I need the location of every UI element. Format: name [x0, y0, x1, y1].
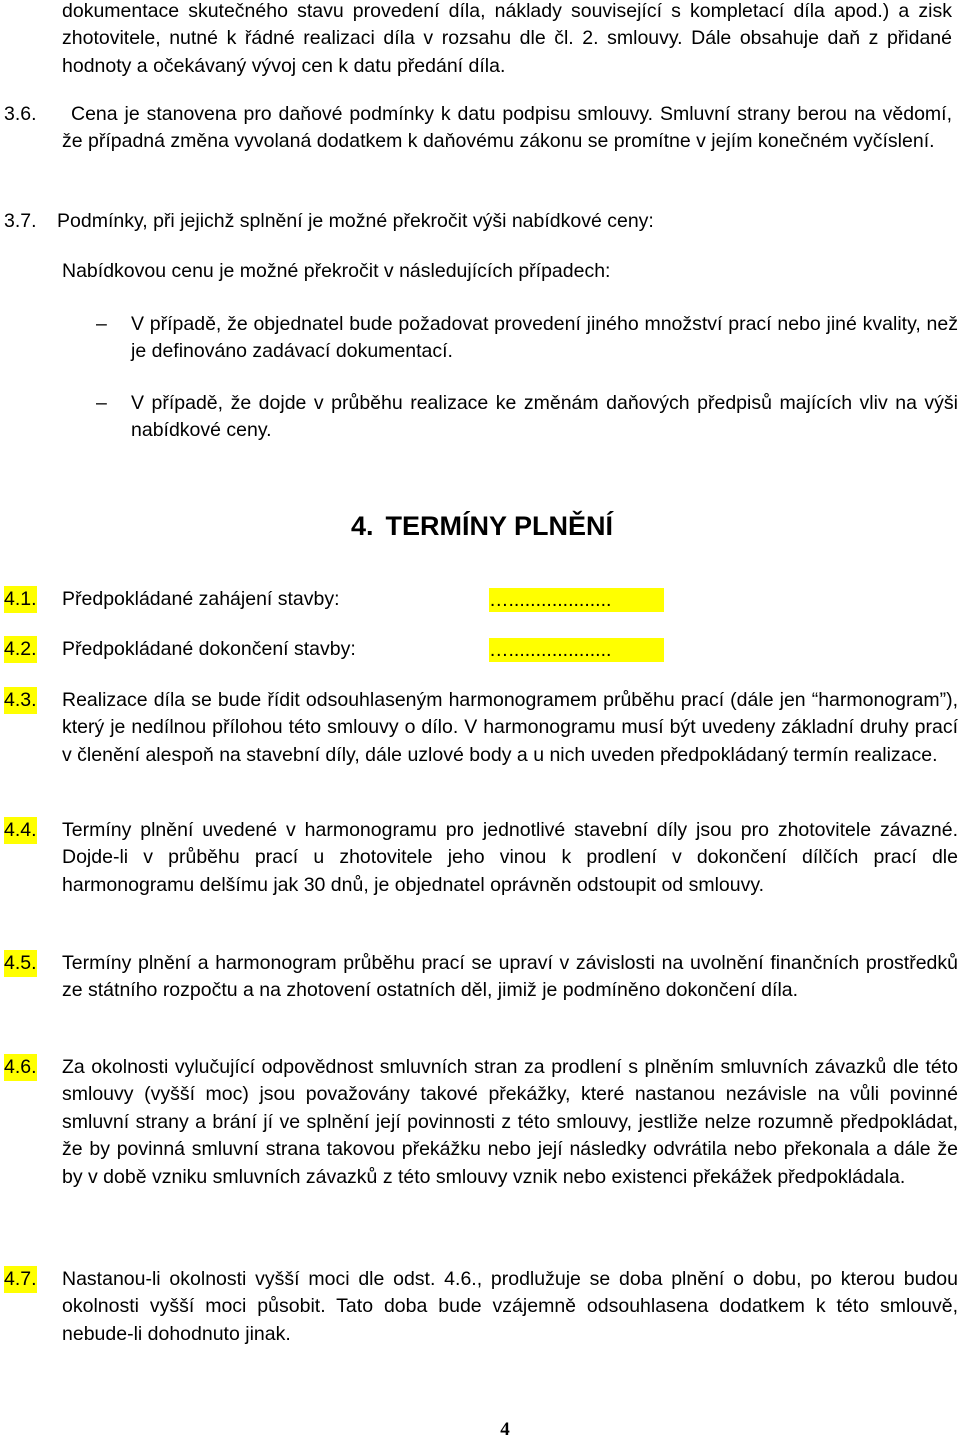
section-number-4-7: 4.7. — [4, 1266, 37, 1293]
list-item-2: V případě, že dojde v průběhu realizace ke změnám daňových předpisů majících vliv na výši nabídkové ceny. — [131, 392, 958, 442]
section-number-4-4: 4.4. — [4, 817, 37, 844]
section-number-4-5: 4.5. — [4, 950, 37, 977]
section-number-4-1: 4.1. — [4, 586, 37, 613]
section-4-5-text: Termíny plnění a harmonogram průběhu prací se upraví v závislosti na uvolnění finančních prostředků ze státního rozpočtu a na zhotovení ostatních děl, jimiž je podmíněno dokončení díla. — [62, 952, 958, 1002]
completion-date-value: …................... — [489, 638, 664, 662]
section-number-3-7: 3.7. — [4, 210, 37, 232]
section-number-4-6: 4.6. — [4, 1054, 37, 1081]
section-number-4-2: 4.2. — [4, 636, 37, 663]
page-number: 4 — [500, 1419, 510, 1440]
section-number-3-6: 3.6. — [4, 103, 37, 125]
section-4-7-text: Nastanou-li okolnosti vyšší moci dle odst. 4.6., prodlužuje se doba plnění o dobu, po kterou budou okolnosti vyšší moci působit. Tato doba bude vzájemně odsouhlasena dodatkem k této smlouvě, nebude-li dohodnuto jinak. — [62, 1268, 958, 1345]
list-dash-2: – — [96, 392, 107, 414]
chapter-title: TERMÍNY PLNĚNÍ — [385, 511, 614, 541]
chapter-number: 4. — [350, 511, 374, 541]
section-3-7-lead: Nabídkovou cenu je možné překročit v následujících případech: — [62, 260, 611, 282]
section-4-3-text: Realizace díla se bude řídit odsouhlaseným harmonogramem průběhu prací (dále jen “harmonogram”), který je nedílnou přílohou této smlouvy o dílo. V harmonogramu musí být uvedeny základní druhy prací v členění alespoň na stavební díly, dále uzlové body a u nich uveden předpokládaný termín realizace. — [62, 689, 958, 766]
section-3-6-text: Cena je stanovena pro daňové podmínky k datu podpisu smlouvy. Smluvní strany berou na vědomí, že případná změna vyvolaná dodatkem k daňovému zákonu se promítne v jejím konečném vyčíslení. — [62, 103, 952, 153]
intro-paragraph: dokumentace skutečného stavu provedení díla, náklady související s kompletací díla apod.) a zisk zhotovitele, nutné k řádné realizaci díla v rozsahu dle čl. 2. smlouvy. Dále obsahuje daň z přidané hodnoty a očekávaný vývoj cen k datu předání díla. — [62, 0, 952, 77]
start-date-value: …................... — [489, 588, 664, 612]
start-date-label: Předpokládané zahájení stavby: — [62, 588, 340, 610]
list-dash-1: – — [96, 313, 107, 335]
section-4-6-text: Za okolnosti vylučující odpovědnost smluvních stran za prodlení s plněním smluvních závazků dle této smlouvy (vyšší moc) jsou považovány takové překážky, které nastanou nezávisle na vůli povinné smluvní strany a brání jí ve splnění její povinnosti z této smlouvy, jestliže nelze rozumně předpokládat, že by povinná smluvní strana takovou překážku nebo její následky odvrátila nebo překonala a dále že by v době vzniku smluvních závazků z této smlouvy vznik nebo existenci překážek předpokládala. — [62, 1056, 958, 1188]
chapter-heading — [0, 508, 960, 544]
completion-date-label: Předpokládané dokončení stavby: — [62, 638, 356, 660]
section-4-4-text: Termíny plnění uvedené v harmonogramu pro jednotlivé stavební díly jsou pro zhotovitele závazné. Dojde-li v průběhu prací u zhotovitele jeho vinou k prodlení v dokončení dílčích prací dle harmonogramu delšímu jak 30 dnů, je objednatel oprávněn odstoupit od smlouvy. — [62, 819, 958, 896]
section-3-7-text: Podmínky, při jejichž splnění je možné překročit výši nabídkové ceny: — [57, 210, 654, 232]
list-item-1: V případě, že objednatel bude požadovat provedení jiného množství prací nebo jiné kvality, než je definováno zadávací dokumentací. — [131, 313, 958, 363]
section-number-4-3: 4.3. — [4, 687, 37, 714]
